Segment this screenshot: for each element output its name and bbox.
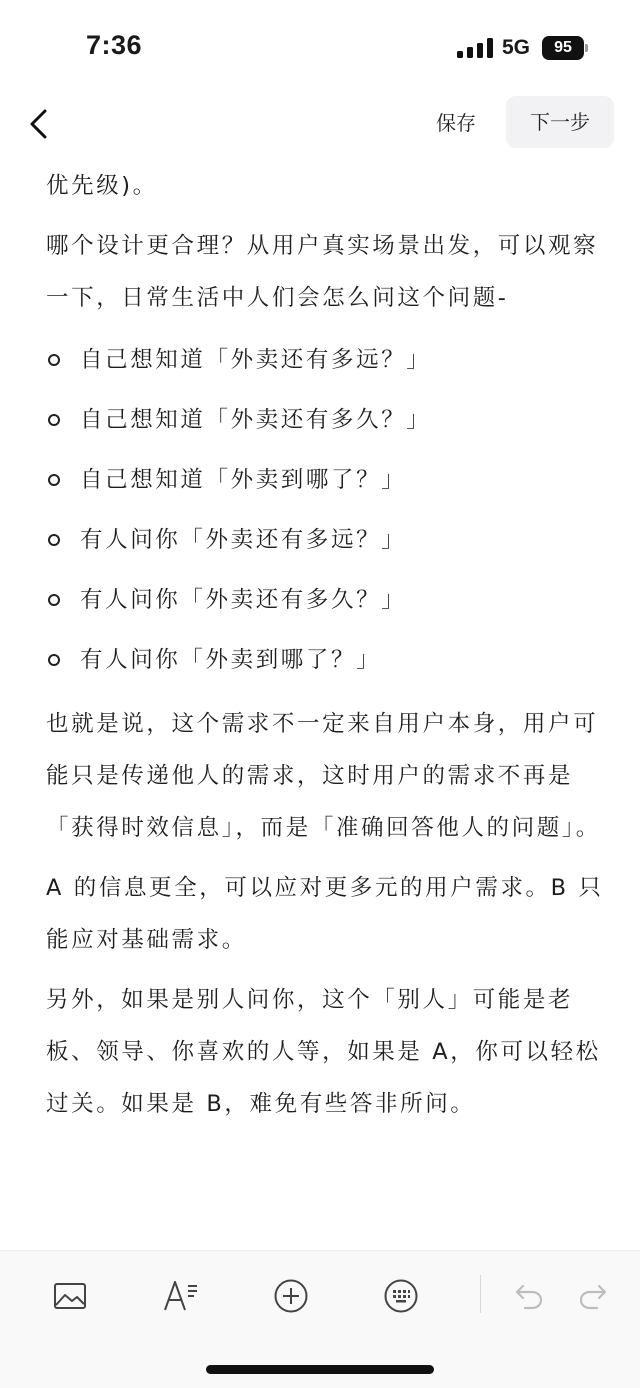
paragraph-intro: 优先级)。 (46, 173, 158, 199)
home-indicator[interactable] (206, 1365, 434, 1374)
toolbar-divider (480, 1275, 481, 1313)
list-item (46, 510, 606, 570)
paragraph-question: 哪个设计更合理？从用户真实场景出发，可以观察一下，日常生活中人们会怎么问这个问题- (46, 233, 599, 311)
bullet-list (46, 330, 606, 690)
bullet-circle-icon (48, 354, 60, 366)
add-circle-icon (273, 1278, 309, 1314)
next-step-button[interactable]: 下一步 (506, 96, 614, 148)
battery-icon (542, 36, 588, 60)
back-button[interactable] (18, 102, 58, 146)
keyboard-icon (383, 1278, 419, 1314)
list-item-text: 有人问你「外卖还有多久？」 (80, 587, 407, 613)
battery-tip (585, 44, 588, 52)
list-item-text: 有人问你「外卖还有多远？」 (80, 527, 407, 553)
battery-level: 95 (542, 36, 584, 60)
nav-bar (0, 96, 640, 154)
list-item (46, 630, 606, 690)
editor-toolbar (0, 1250, 640, 1388)
list-item-text: 有人问你「外卖到哪了？」 (80, 647, 382, 673)
image-icon (53, 1281, 87, 1311)
list-item (46, 390, 606, 450)
bullet-circle-icon (48, 414, 60, 426)
save-button[interactable]: 保存 (436, 111, 476, 135)
insert-button[interactable] (268, 1273, 314, 1319)
text-format-button[interactable] (158, 1273, 204, 1319)
list-item-text: 自己想知道「外卖到哪了？」 (80, 467, 407, 493)
bullet-circle-icon (48, 594, 60, 606)
bullet-circle-icon (48, 654, 60, 666)
paragraph-conclusion: 另外，如果是别人问你，这个「别人」可能是老板、领导、你喜欢的人等，如果是 A，你可以轻松过关。如果是 B，难免有些答非所问。 (46, 987, 601, 1117)
list-item (46, 570, 606, 630)
bullet-circle-icon (48, 534, 60, 546)
list-item (46, 330, 606, 390)
network-type: 5G (502, 36, 531, 59)
status-bar (0, 0, 640, 96)
chevron-left-icon (27, 108, 49, 140)
undo-button[interactable] (506, 1273, 552, 1319)
text-format-icon (162, 1279, 200, 1313)
status-time: 7:36 (86, 30, 143, 60)
paragraph-comparison: A 的信息更全，可以应对更多元的用户需求。B 只能应对基础需求。 (46, 875, 604, 953)
undo-icon (513, 1280, 545, 1312)
list-item (46, 450, 606, 510)
redo-button[interactable] (570, 1273, 616, 1319)
list-item-text: 自己想知道「外卖还有多远？」 (80, 347, 432, 373)
keyboard-button[interactable] (378, 1273, 424, 1319)
insert-image-button[interactable] (47, 1273, 93, 1319)
paragraph-explanation: 也就是说，这个需求不一定来自用户本身，用户可能只是传递他人的需求，这时用户的需求不再是「获得时效信息」，而是「准确回答他人的问题」。 (46, 711, 601, 841)
signal-icon (457, 38, 493, 58)
article-content[interactable] (46, 160, 606, 1130)
redo-icon (577, 1280, 609, 1312)
list-item-text: 自己想知道「外卖还有多久？」 (80, 407, 432, 433)
bullet-circle-icon (48, 474, 60, 486)
